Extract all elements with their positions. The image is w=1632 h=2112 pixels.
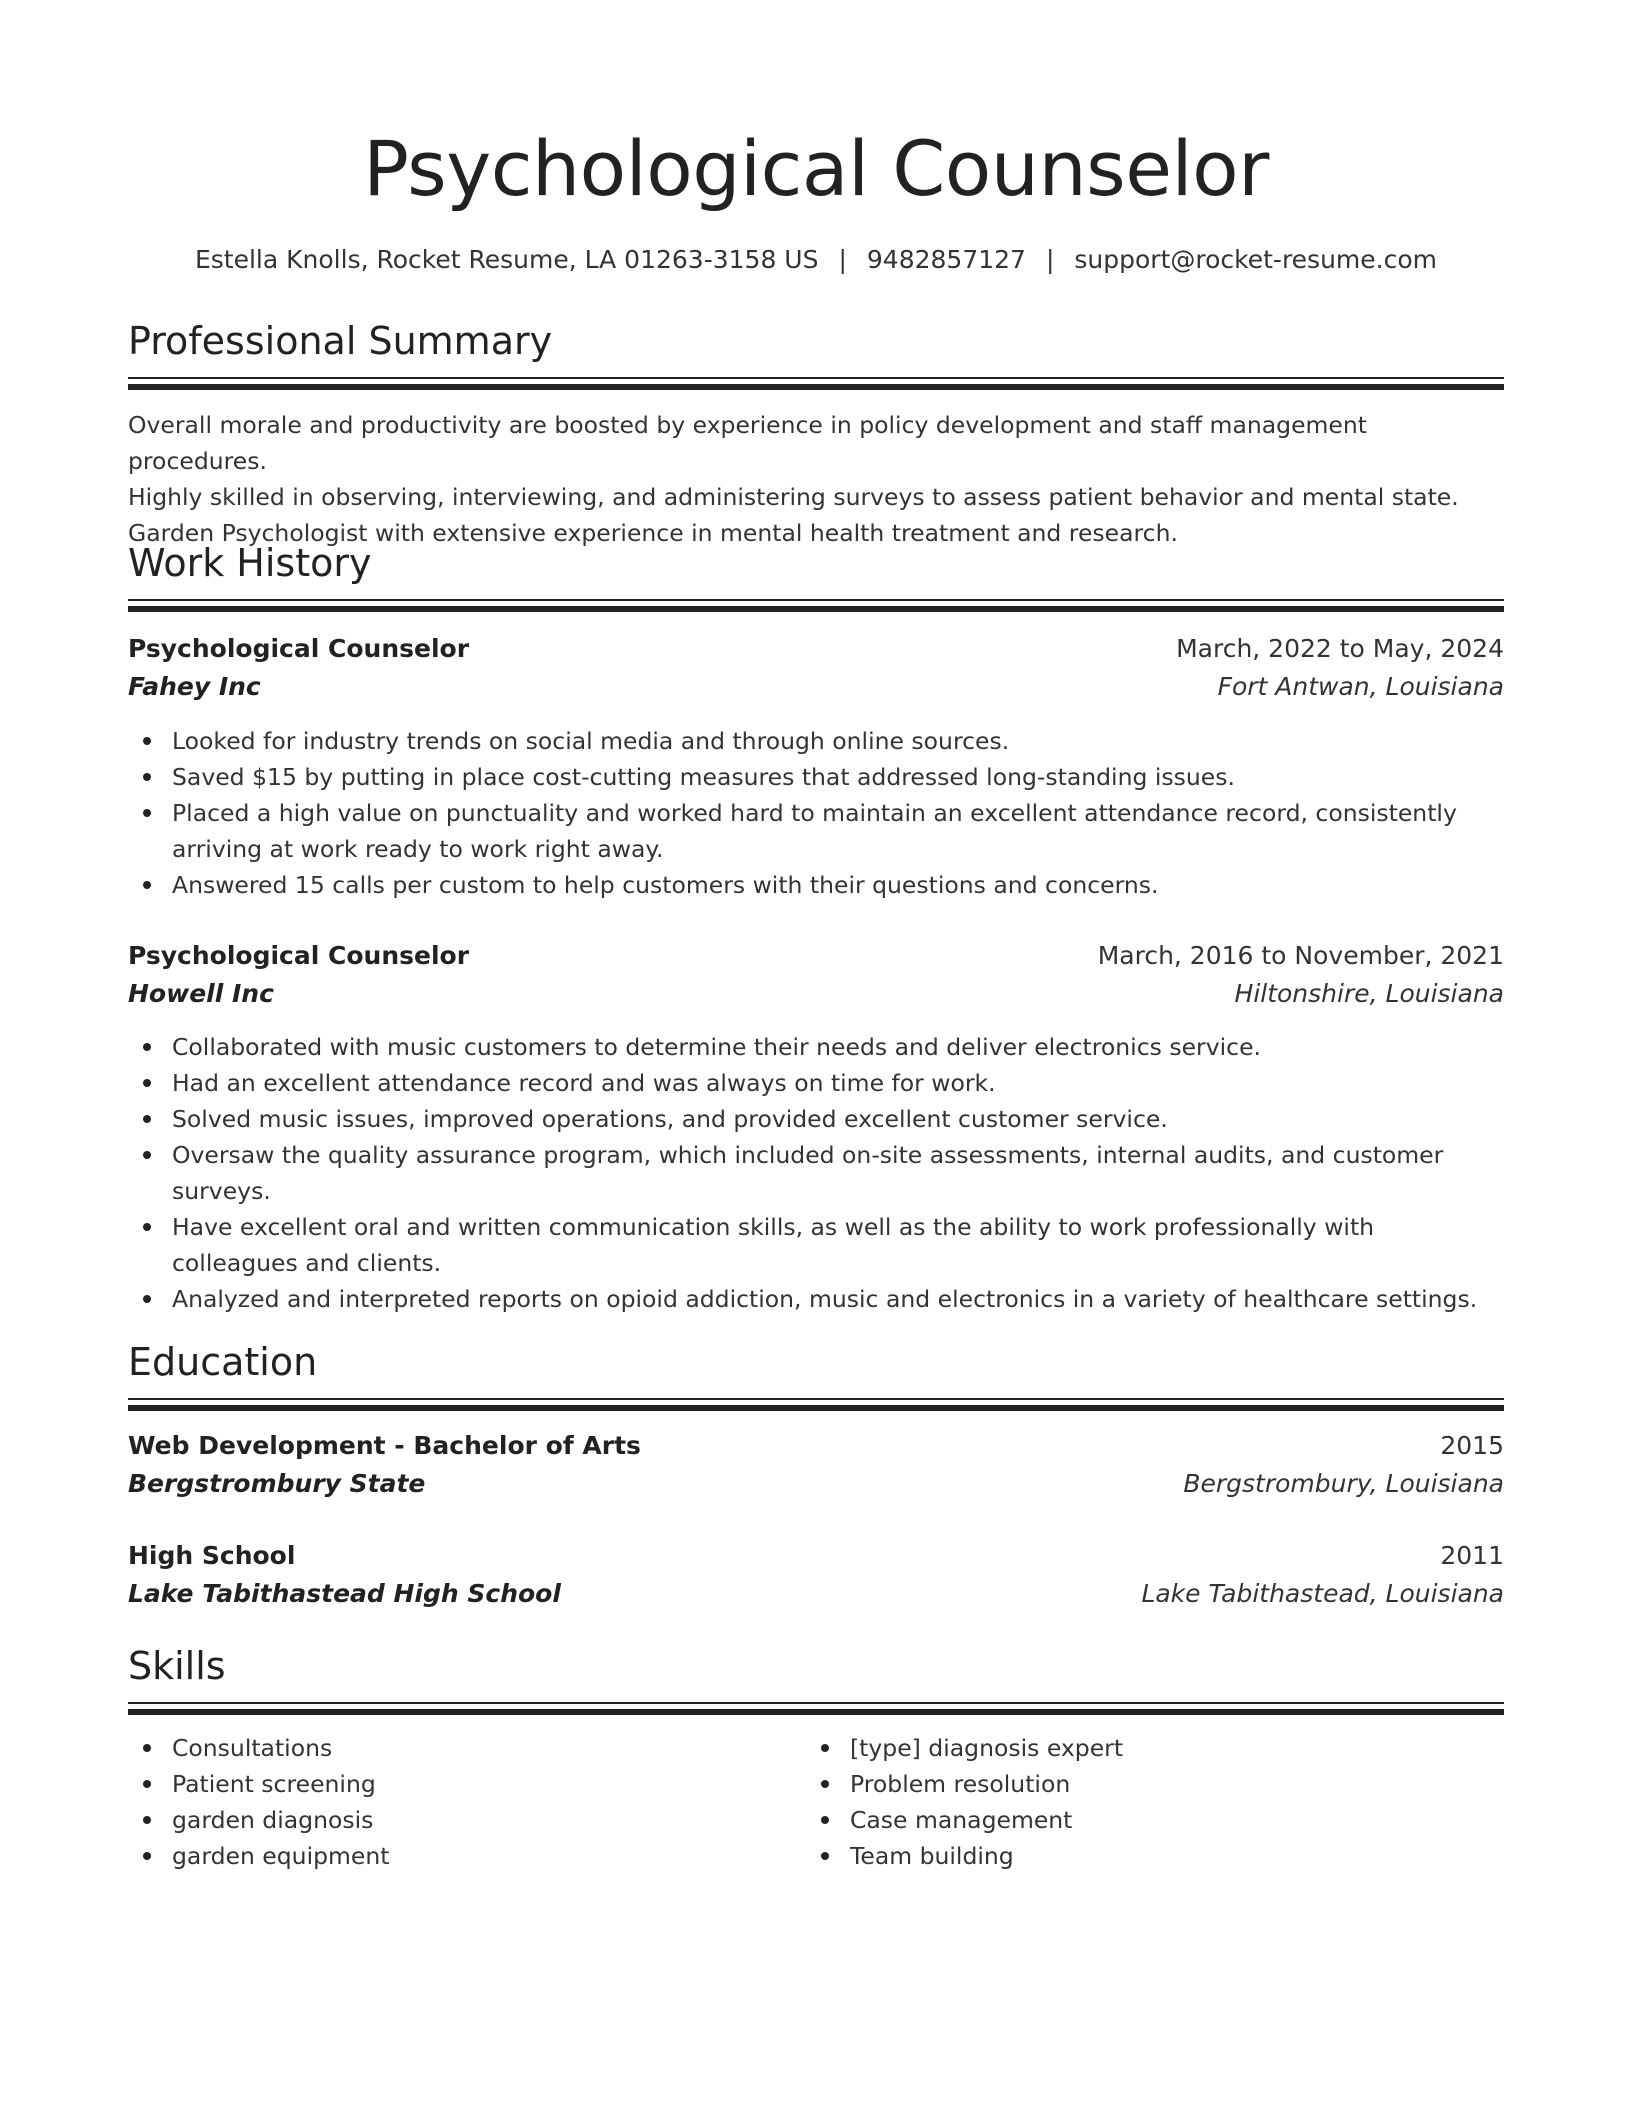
job-location: Hiltonshire, Louisiana — [1234, 979, 1504, 1008]
skill-item: Problem resolution — [850, 1766, 1504, 1802]
education-year: 2015 — [1440, 1431, 1504, 1460]
skill-item: Case management — [850, 1802, 1504, 1838]
education-degree: Web Development - Bachelor of Arts — [128, 1431, 641, 1460]
education-degree: High School — [128, 1541, 296, 1570]
summary-line: Overall morale and productivity are boosted by experience in policy development and staff management procedures. — [128, 411, 1367, 475]
work-history-section — [128, 539, 1504, 1313]
resume-title: Psychological Counselor — [363, 124, 1269, 213]
list-item: Solved music issues, improved operations, and provided excellent customer service. — [172, 1101, 1504, 1137]
education-year: 2011 — [1440, 1541, 1504, 1570]
section-divider-thin — [128, 1702, 1504, 1704]
education-location: Bergstrombury, Louisiana — [1183, 1469, 1504, 1498]
summary-heading: Professional Summary — [128, 319, 553, 363]
job-dates: March, 2016 to November, 2021 — [1097, 941, 1504, 970]
summary-line: Highly skilled in observing, interviewing, and administering surveys to assess patient behavior and mental state. — [128, 483, 1459, 511]
skills-list-right — [806, 1730, 1504, 1874]
education-school: Lake Tabithastead High School — [128, 1579, 561, 1608]
job-bullets — [128, 723, 1504, 903]
job-title-row — [128, 631, 1504, 667]
education-section — [128, 1338, 1504, 1608]
section-divider-thin — [128, 599, 1504, 601]
job-company-row — [128, 976, 1504, 1012]
list-item: Placed a high value on punctuality and worked hard to maintain an excellent attendance record, consistently arriving at work ready to work right away. — [172, 795, 1504, 867]
list-item: Analyzed and interpreted reports on opioid addiction, music and electronics in a variety of healthcare settings. — [172, 1281, 1504, 1317]
job-role: Psychological Counselor — [128, 941, 470, 970]
education-degree-row — [128, 1538, 1504, 1574]
contact-address: Estella Knolls, Rocket Resume, LA 01263-3158 US — [194, 245, 819, 274]
job-company: Howell Inc — [128, 979, 274, 1008]
contact-separator: | — [1045, 245, 1055, 274]
job-company: Fahey Inc — [128, 672, 261, 701]
skill-item: [type] diagnosis expert — [850, 1730, 1504, 1766]
job-title-row — [128, 938, 1504, 974]
skill-item: Consultations — [172, 1730, 816, 1766]
job-company-row — [128, 669, 1504, 705]
job-role: Psychological Counselor — [128, 634, 470, 663]
summary-line: Garden Psychologist with extensive experience in mental health treatment and research. — [128, 519, 1178, 547]
job-bullets — [128, 1029, 1504, 1317]
skill-item: Team building — [850, 1838, 1504, 1874]
skill-item: Patient screening — [172, 1766, 816, 1802]
skills-heading: Skills — [128, 1644, 226, 1688]
contact-line — [128, 242, 1504, 278]
section-divider-thin — [128, 1398, 1504, 1400]
list-item: Had an excellent attendance record and was always on time for work. — [172, 1065, 1504, 1101]
contact-phone: 9482857127 — [866, 245, 1026, 274]
skill-item: garden equipment — [172, 1838, 816, 1874]
contact-email: support@rocket-resume.com — [1074, 245, 1438, 274]
education-degree-row — [128, 1428, 1504, 1464]
skills-list-left — [128, 1730, 816, 1874]
work-history-heading: Work History — [128, 541, 372, 585]
skills-section — [128, 1642, 1504, 1870]
section-divider-thick — [128, 384, 1504, 390]
education-school-row — [128, 1576, 1504, 1612]
education-location: Lake Tabithastead, Louisiana — [1141, 1579, 1504, 1608]
list-item: Answered 15 calls per custom to help customers with their questions and concerns. — [172, 867, 1504, 903]
education-school: Bergstrombury State — [128, 1469, 426, 1498]
education-school-row — [128, 1466, 1504, 1502]
job-dates: March, 2022 to May, 2024 — [1176, 634, 1504, 663]
list-item: Saved $15 by putting in place cost-cutting measures that addressed long-standing issues. — [172, 759, 1504, 795]
section-divider-thick — [128, 1405, 1504, 1411]
list-item: Have excellent oral and written communication skills, as well as the ability to work professionally with colleagues and clients. — [172, 1209, 1504, 1281]
skill-item: garden diagnosis — [172, 1802, 816, 1838]
section-divider-thick — [128, 1709, 1504, 1715]
resume-content — [128, 0, 1504, 1870]
list-item: Looked for industry trends on social media and through online sources. — [172, 723, 1504, 759]
contact-separator: | — [838, 245, 847, 274]
education-heading: Education — [128, 1340, 318, 1384]
summary-text — [128, 407, 1504, 551]
list-item: Oversaw the quality assurance program, which included on-site assessments, internal audits, and customer surveys. — [172, 1137, 1504, 1209]
section-divider-thick — [128, 606, 1504, 612]
list-item: Collaborated with music customers to determine their needs and deliver electronics service. — [172, 1029, 1504, 1065]
job-location: Fort Antwan, Louisiana — [1217, 672, 1504, 701]
summary-section — [128, 317, 1504, 547]
section-divider-thin — [128, 377, 1504, 379]
